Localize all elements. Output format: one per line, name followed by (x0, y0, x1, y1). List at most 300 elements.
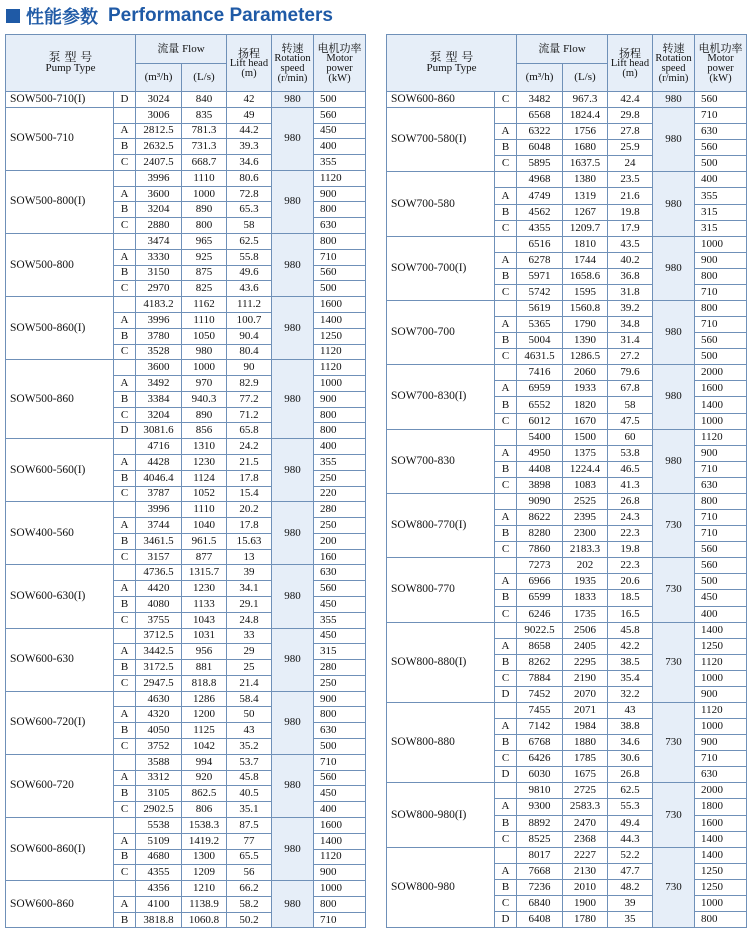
motor-power-cell: 1000 (695, 236, 747, 252)
motor-power-cell: 630 (314, 723, 366, 739)
lift-head-cell: 32.2 (608, 686, 653, 702)
variant-cell: A (114, 581, 136, 597)
flow-ls-cell: 1310 (182, 439, 227, 455)
motor-power-cell: 355 (695, 188, 747, 204)
lift-head-cell: 43 (227, 723, 272, 739)
flow-ls-cell: 890 (182, 202, 227, 218)
motor-power-cell: 450 (314, 628, 366, 644)
flow-ls-cell: 1043 (182, 612, 227, 628)
motor-power-cell: 560 (695, 333, 747, 349)
flow-m3h-cell: 5971 (517, 268, 563, 284)
motor-power-cell: 280 (314, 502, 366, 518)
flow-m3h-cell: 3996 (136, 312, 182, 328)
flow-m3h-cell: 6408 (517, 911, 563, 927)
flow-ls-cell: 2725 (563, 783, 608, 799)
flow-m3h-cell: 3157 (136, 549, 182, 565)
flow-ls-cell: 1162 (182, 297, 227, 313)
lift-head-cell: 17.8 (227, 470, 272, 486)
lift-head-cell: 39 (227, 565, 272, 581)
flow-ls-cell: 1984 (563, 719, 608, 735)
variant-cell: C (495, 670, 517, 686)
motor-power-cell: 1000 (695, 413, 747, 429)
lift-head-cell: 100.7 (227, 312, 272, 328)
flow-m3h-cell: 3330 (136, 249, 182, 265)
table-row (387, 622, 747, 638)
lift-head-cell: 34.6 (608, 735, 653, 751)
flow-m3h-cell: 6516 (517, 236, 563, 252)
lift-head-cell: 38.8 (608, 719, 653, 735)
pump-model-cell: SOW700-580 (387, 172, 495, 236)
flow-m3h-cell: 3105 (136, 786, 182, 802)
motor-power-cell: 500 (695, 574, 747, 590)
lift-head-cell: 58.4 (227, 691, 272, 707)
flow-ls-cell: 1040 (182, 518, 227, 534)
variant-cell: A (495, 317, 517, 333)
flow-m3h-cell: 9090 (517, 493, 563, 509)
flow-m3h-cell: 4046.4 (136, 470, 182, 486)
pump-model-cell: SOW600-860 (6, 881, 114, 928)
variant-cell: A (495, 510, 517, 526)
variant-cell: C (495, 542, 517, 558)
lift-head-cell: 49 (227, 107, 272, 123)
motor-power-cell: 560 (695, 558, 747, 574)
variant-cell: B (114, 912, 136, 928)
variant-cell (114, 565, 136, 581)
flow-m3h-cell: 3442.5 (136, 644, 182, 660)
rotation-speed-cell: 980 (272, 92, 314, 108)
variant-cell (114, 107, 136, 123)
pump-model-cell: SOW600-630(I) (6, 565, 114, 628)
header-flow-m3h: (m³/h) (136, 64, 182, 92)
lift-head-cell: 67.8 (608, 381, 653, 397)
rotation-speed-cell: 730 (653, 493, 695, 557)
motor-power-cell: 1600 (314, 817, 366, 833)
flow-m3h-cell: 5109 (136, 833, 182, 849)
variant-cell: C (114, 218, 136, 234)
table-row (6, 691, 366, 707)
rotation-speed-cell: 980 (272, 754, 314, 817)
flow-m3h-cell: 2947.5 (136, 675, 182, 691)
motor-power-cell: 1120 (314, 170, 366, 186)
motor-power-cell: 710 (314, 754, 366, 770)
motor-power-cell: 800 (695, 301, 747, 317)
table-row (387, 783, 747, 799)
variant-cell: A (495, 638, 517, 654)
pump-model-cell: SOW800-770 (387, 558, 495, 622)
flow-m3h-cell: 2812.5 (136, 123, 182, 139)
motor-power-cell: 1120 (314, 360, 366, 376)
pump-model-cell: SOW600-860(I) (6, 817, 114, 880)
variant-cell: D (114, 92, 136, 108)
header-motor-power: 电机功率 Motor power (kW) (314, 35, 366, 92)
rotation-speed-cell: 980 (272, 107, 314, 170)
lift-head-cell: 29 (227, 644, 272, 660)
variant-cell: C (114, 612, 136, 628)
motor-power-cell: 560 (695, 140, 747, 156)
lift-head-cell: 24.3 (608, 510, 653, 526)
lift-head-cell: 39.2 (608, 301, 653, 317)
flow-ls-cell: 1820 (563, 397, 608, 413)
flow-m3h-cell: 3600 (136, 186, 182, 202)
motor-power-cell: 710 (695, 108, 747, 124)
flow-ls-cell: 1735 (563, 606, 608, 622)
table-row (387, 172, 747, 188)
flow-ls-cell: 1000 (182, 360, 227, 376)
lift-head-cell: 42.4 (608, 92, 653, 108)
flow-m3h-cell: 9300 (517, 799, 563, 815)
motor-power-cell: 200 (314, 533, 366, 549)
flow-m3h-cell: 3081.6 (136, 423, 182, 439)
motor-power-cell: 2000 (695, 365, 747, 381)
lift-head-cell: 48.2 (608, 879, 653, 895)
motor-power-cell: 500 (314, 281, 366, 297)
flow-m3h-cell: 3780 (136, 328, 182, 344)
lift-head-cell: 49.6 (227, 265, 272, 281)
variant-cell (495, 108, 517, 124)
lift-head-cell: 65.5 (227, 849, 272, 865)
lift-head-cell: 62.5 (227, 234, 272, 250)
lift-head-cell: 77.2 (227, 391, 272, 407)
rotation-speed-cell: 980 (653, 429, 695, 493)
flow-ls-cell: 877 (182, 549, 227, 565)
lift-head-cell: 26.8 (608, 493, 653, 509)
flow-ls-cell: 940.3 (182, 391, 227, 407)
lift-head-cell: 35.1 (227, 802, 272, 818)
flow-m3h-cell: 8525 (517, 831, 563, 847)
flow-m3h-cell: 3898 (517, 477, 563, 493)
flow-ls-cell: 1560.8 (563, 301, 608, 317)
motor-power-cell: 250 (314, 675, 366, 691)
pump-model-cell: SOW500-710(I) (6, 92, 114, 108)
variant-cell: A (114, 312, 136, 328)
flow-ls-cell: 961.5 (182, 533, 227, 549)
motor-power-cell: 800 (314, 234, 366, 250)
flow-m3h-cell: 8262 (517, 654, 563, 670)
flow-ls-cell: 1267 (563, 204, 608, 220)
lift-head-cell: 44.3 (608, 831, 653, 847)
flow-m3h-cell: 3588 (136, 754, 182, 770)
lift-head-cell: 34.1 (227, 581, 272, 597)
lift-head-cell: 18.5 (608, 590, 653, 606)
header-rotation-speed: 转速 Rotation speed (r/min) (272, 35, 314, 92)
variant-cell: C (495, 831, 517, 847)
variant-cell: A (495, 799, 517, 815)
rotation-speed-cell: 980 (272, 360, 314, 439)
motor-power-cell: 800 (314, 707, 366, 723)
table-row (6, 565, 366, 581)
flow-m3h-cell: 5400 (517, 429, 563, 445)
lift-head-cell: 71.2 (227, 407, 272, 423)
motor-power-cell: 710 (695, 317, 747, 333)
flow-m3h-cell: 6012 (517, 413, 563, 429)
motor-power-cell: 800 (695, 911, 747, 927)
variant-cell (495, 622, 517, 638)
lift-head-cell: 60 (608, 429, 653, 445)
lift-head-cell: 50.2 (227, 912, 272, 928)
header-flow-ls: (L/s) (182, 64, 227, 92)
flow-m3h-cell: 8017 (517, 847, 563, 863)
motor-power-cell: 900 (314, 186, 366, 202)
motor-power-cell: 1000 (314, 881, 366, 897)
variant-cell: C (114, 407, 136, 423)
header-flow-m3h: (m³/h) (517, 64, 563, 92)
flow-m3h-cell: 4680 (136, 849, 182, 865)
lift-head-cell: 53.8 (608, 445, 653, 461)
lift-head-cell: 22.3 (608, 526, 653, 542)
variant-cell: B (114, 328, 136, 344)
motor-power-cell: 1600 (695, 381, 747, 397)
pump-model-cell: SOW600-860 (387, 92, 495, 108)
motor-power-cell: 560 (695, 92, 747, 108)
motor-power-cell: 1000 (695, 719, 747, 735)
variant-cell: C (495, 477, 517, 493)
motor-power-cell: 280 (314, 660, 366, 676)
variant-cell: C (114, 486, 136, 502)
lift-head-cell: 90 (227, 360, 272, 376)
flow-m3h-cell: 3712.5 (136, 628, 182, 644)
rotation-speed-cell: 980 (272, 297, 314, 360)
pump-model-cell: SOW600-630 (6, 628, 114, 691)
flow-m3h-cell: 7452 (517, 686, 563, 702)
variant-cell: D (495, 911, 517, 927)
flow-ls-cell: 1390 (563, 333, 608, 349)
table-row (387, 92, 747, 108)
flow-m3h-cell: 6030 (517, 767, 563, 783)
rotation-speed-cell: 730 (653, 702, 695, 782)
flow-m3h-cell: 6048 (517, 140, 563, 156)
variant-cell: B (114, 597, 136, 613)
lift-head-cell: 53.7 (227, 754, 272, 770)
motor-power-cell: 560 (314, 265, 366, 281)
motor-power-cell: 315 (314, 644, 366, 660)
table-row (6, 881, 366, 897)
pump-model-cell: SOW700-580(I) (387, 108, 495, 172)
lift-head-cell: 26.8 (608, 767, 653, 783)
flow-ls-cell: 1286 (182, 691, 227, 707)
flow-m3h-cell: 3492 (136, 376, 182, 392)
lift-head-cell: 16.5 (608, 606, 653, 622)
flow-m3h-cell: 3744 (136, 518, 182, 534)
flow-m3h-cell: 6278 (517, 252, 563, 268)
motor-power-cell: 710 (695, 461, 747, 477)
flow-m3h-cell: 7884 (517, 670, 563, 686)
lift-head-cell: 27.2 (608, 349, 653, 365)
variant-cell: B (495, 397, 517, 413)
flow-ls-cell: 925 (182, 249, 227, 265)
flow-ls-cell: 202 (563, 558, 608, 574)
motor-power-cell: 500 (314, 739, 366, 755)
flow-ls-cell: 2395 (563, 510, 608, 526)
motor-power-cell: 800 (695, 493, 747, 509)
variant-cell: B (114, 391, 136, 407)
lift-head-cell: 49.4 (608, 815, 653, 831)
header-lift-head: 扬程 Lift head (m) (227, 35, 272, 92)
flow-ls-cell: 1670 (563, 413, 608, 429)
flow-m3h-cell: 3474 (136, 234, 182, 250)
flow-ls-cell: 1224.4 (563, 461, 608, 477)
variant-cell: A (495, 188, 517, 204)
variant-cell: B (495, 526, 517, 542)
motor-power-cell: 315 (695, 220, 747, 236)
pump-model-cell: SOW600-720(I) (6, 691, 114, 754)
flow-ls-cell: 1125 (182, 723, 227, 739)
lift-head-cell: 21.4 (227, 675, 272, 691)
variant-cell: B (114, 470, 136, 486)
lift-head-cell: 87.5 (227, 817, 272, 833)
lift-head-cell: 29.8 (608, 108, 653, 124)
flow-ls-cell: 2130 (563, 863, 608, 879)
rotation-speed-cell: 980 (272, 691, 314, 754)
pump-model-cell: SOW600-560(I) (6, 439, 114, 502)
table-row (6, 754, 366, 770)
lift-head-cell: 27.8 (608, 124, 653, 140)
motor-power-cell: 710 (695, 510, 747, 526)
flow-ls-cell: 1209.7 (563, 220, 608, 236)
lift-head-cell: 35.2 (227, 739, 272, 755)
variant-cell: C (114, 675, 136, 691)
table-row (387, 108, 747, 124)
flow-m3h-cell: 4749 (517, 188, 563, 204)
lift-head-cell: 47.5 (608, 413, 653, 429)
lift-head-cell: 20.2 (227, 502, 272, 518)
variant-cell (114, 881, 136, 897)
lift-head-cell: 39 (608, 895, 653, 911)
flow-m3h-cell: 3006 (136, 107, 182, 123)
flow-m3h-cell: 2970 (136, 281, 182, 297)
motor-power-cell: 710 (695, 526, 747, 542)
table-row (387, 702, 747, 718)
lift-head-cell: 38.5 (608, 654, 653, 670)
header-flow: 流量 Flow (136, 35, 227, 64)
lift-head-cell: 31.8 (608, 284, 653, 300)
motor-power-cell: 800 (314, 407, 366, 423)
flow-ls-cell: 881 (182, 660, 227, 676)
variant-cell: B (114, 849, 136, 865)
motor-power-cell: 355 (314, 612, 366, 628)
flow-ls-cell: 2583.3 (563, 799, 608, 815)
flow-m3h-cell: 2880 (136, 218, 182, 234)
lift-head-cell: 19.8 (608, 542, 653, 558)
variant-cell: B (495, 333, 517, 349)
flow-ls-cell: 994 (182, 754, 227, 770)
flow-ls-cell: 1375 (563, 445, 608, 461)
flow-m3h-cell: 3755 (136, 612, 182, 628)
table-row (387, 236, 747, 252)
lift-head-cell: 34.8 (608, 317, 653, 333)
header-lift-head: 扬程 Lift head (m) (608, 35, 653, 92)
flow-ls-cell: 1083 (563, 477, 608, 493)
flow-ls-cell: 980 (182, 344, 227, 360)
motor-power-cell: 1250 (314, 328, 366, 344)
motor-power-cell: 710 (695, 751, 747, 767)
flow-m3h-cell: 5538 (136, 817, 182, 833)
flow-ls-cell: 965 (182, 234, 227, 250)
flow-ls-cell: 840 (182, 92, 227, 108)
lift-head-cell: 46.5 (608, 461, 653, 477)
variant-cell: A (495, 381, 517, 397)
motor-power-cell: 450 (314, 597, 366, 613)
motor-power-cell: 1400 (314, 312, 366, 328)
header-flow: 流量 Flow (517, 35, 608, 64)
flow-ls-cell: 1000 (182, 186, 227, 202)
flow-ls-cell: 1315.7 (182, 565, 227, 581)
table-row (6, 107, 366, 123)
variant-cell (495, 429, 517, 445)
motor-power-cell: 1250 (695, 879, 747, 895)
lift-head-cell: 24 (608, 156, 653, 172)
flow-ls-cell: 1658.6 (563, 268, 608, 284)
flow-m3h-cell: 7455 (517, 702, 563, 718)
lift-head-cell: 56 (227, 865, 272, 881)
pump-model-cell: SOW800-770(I) (387, 493, 495, 557)
flow-ls-cell: 1230 (182, 454, 227, 470)
pump-model-cell: SOW600-720 (6, 754, 114, 817)
variant-cell: B (495, 140, 517, 156)
flow-m3h-cell: 2902.5 (136, 802, 182, 818)
variant-cell (495, 172, 517, 188)
flow-m3h-cell: 3172.5 (136, 660, 182, 676)
table-row (387, 365, 747, 381)
motor-power-cell: 1400 (695, 397, 747, 413)
lift-head-cell: 30.6 (608, 751, 653, 767)
variant-cell: B (114, 723, 136, 739)
motor-power-cell: 1400 (695, 847, 747, 863)
lift-head-cell: 58 (227, 218, 272, 234)
variant-cell: C (495, 156, 517, 172)
variant-cell (114, 691, 136, 707)
flow-ls-cell: 800 (182, 218, 227, 234)
flow-ls-cell: 731.3 (182, 139, 227, 155)
flow-ls-cell: 1785 (563, 751, 608, 767)
variant-cell (495, 847, 517, 863)
variant-cell: C (114, 549, 136, 565)
rotation-speed-cell: 980 (653, 92, 695, 108)
flow-ls-cell: 1935 (563, 574, 608, 590)
flow-m3h-cell: 3996 (136, 502, 182, 518)
lift-head-cell: 19.8 (608, 204, 653, 220)
variant-cell: C (114, 865, 136, 881)
motor-power-cell: 1120 (695, 702, 747, 718)
motor-power-cell: 450 (314, 123, 366, 139)
variant-cell: B (495, 204, 517, 220)
header-rotation-speed: 转速 Rotation speed (r/min) (653, 35, 695, 92)
flow-ls-cell: 1380 (563, 172, 608, 188)
flow-ls-cell: 1500 (563, 429, 608, 445)
rotation-speed-cell: 980 (272, 502, 314, 565)
rotation-speed-cell: 980 (272, 170, 314, 233)
variant-cell (114, 439, 136, 455)
motor-power-cell: 1120 (314, 344, 366, 360)
flow-m3h-cell: 4631.5 (517, 349, 563, 365)
lift-head-cell: 34.6 (227, 155, 272, 171)
rotation-speed-cell: 980 (272, 439, 314, 502)
motor-power-cell: 900 (695, 252, 747, 268)
variant-cell: C (495, 413, 517, 429)
flow-ls-cell: 862.5 (182, 786, 227, 802)
variant-cell: C (495, 349, 517, 365)
table-row (6, 628, 366, 644)
title-english: Performance Parameters (108, 5, 333, 26)
flow-m3h-cell: 3787 (136, 486, 182, 502)
motor-power-cell: 450 (695, 590, 747, 606)
flow-ls-cell: 2060 (563, 365, 608, 381)
motor-power-cell: 400 (314, 439, 366, 455)
lift-head-cell: 15.4 (227, 486, 272, 502)
variant-cell (495, 702, 517, 718)
flow-ls-cell: 2405 (563, 638, 608, 654)
lift-head-cell: 20.6 (608, 574, 653, 590)
table-row (387, 493, 747, 509)
